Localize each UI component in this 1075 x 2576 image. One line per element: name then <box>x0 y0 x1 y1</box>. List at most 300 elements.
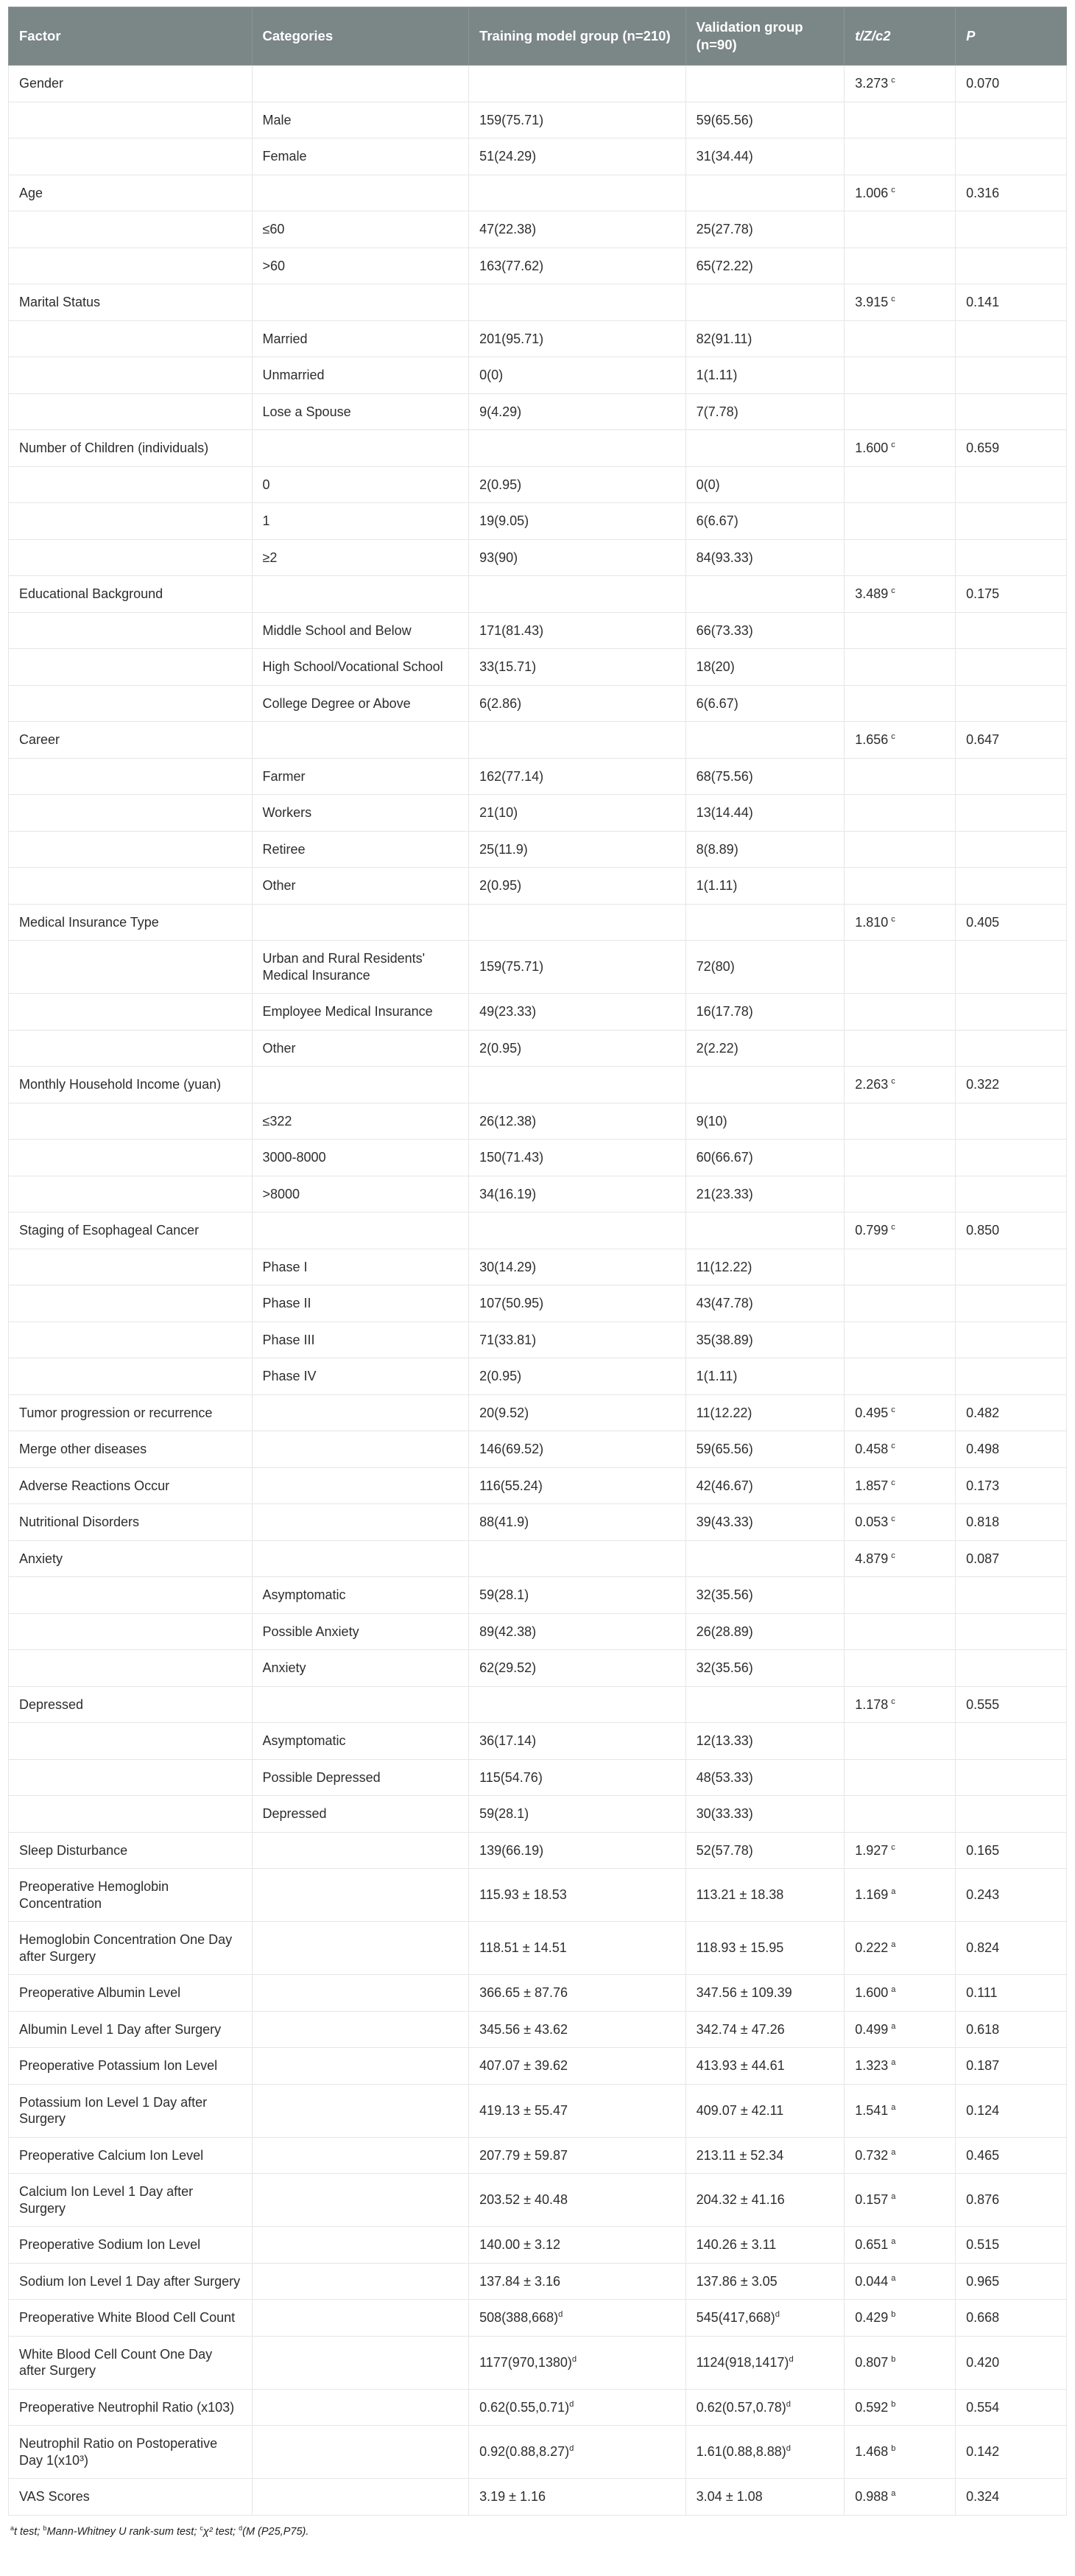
cell-stat <box>845 1249 956 1285</box>
cell-p <box>956 795 1067 832</box>
cell-p <box>956 1140 1067 1176</box>
footnote-marker: c <box>200 2524 203 2532</box>
cell-validation: 1(1.11) <box>685 868 845 905</box>
cell-validation: 140.26 ± 3.11 <box>685 2227 845 2264</box>
cell-validation: 60(66.67) <box>685 1140 845 1176</box>
cell-factor: Nutritional Disorders <box>9 1504 253 1541</box>
footnote-marker: d <box>569 2444 574 2454</box>
cell-category: 1 <box>252 503 469 540</box>
cell-category <box>252 1504 469 1541</box>
table-row <box>9 1613 1067 1650</box>
cell-validation <box>685 722 845 759</box>
cell-validation: 0(0) <box>685 466 845 503</box>
cell-stat: 0.222 $^a$ <box>845 1922 956 1975</box>
cell-category <box>252 2048 469 2085</box>
cell-category: Other <box>252 1030 469 1067</box>
cell-category: Asymptomatic <box>252 1723 469 1760</box>
cell-p <box>956 1759 1067 1796</box>
cell-stat <box>845 248 956 284</box>
footnote-marker: c <box>891 1442 895 1451</box>
cell-stat <box>845 1103 956 1140</box>
table-row <box>9 2048 1067 2085</box>
cell-factor <box>9 1285 253 1322</box>
cell-category <box>252 722 469 759</box>
table-row <box>9 612 1067 649</box>
cell-p: 0.111 <box>956 1975 1067 2012</box>
cell-validation: 118.93 ± 15.95 <box>685 1922 845 1975</box>
cell-category <box>252 1922 469 1975</box>
cell-factor: VAS Scores <box>9 2479 253 2516</box>
cell-category: ≤60 <box>252 211 469 248</box>
cell-p <box>956 466 1067 503</box>
footnote-marker: d <box>789 2354 794 2364</box>
footnote-marker: a <box>891 2021 896 2031</box>
cell-p: 0.141 <box>956 284 1067 321</box>
table-row <box>9 1140 1067 1176</box>
footnote-marker: d <box>786 2399 791 2409</box>
table-row <box>9 1249 1067 1285</box>
footnote-marker: a <box>891 2237 896 2247</box>
table-row <box>9 1322 1067 1358</box>
cell-p: 0.554 <box>956 2389 1067 2426</box>
cell-category <box>252 284 469 321</box>
footnote-marker: d <box>239 2524 243 2532</box>
cell-category <box>252 2011 469 2048</box>
cell-category: Married <box>252 320 469 357</box>
cell-factor: Albumin Level 1 Day after Surgery <box>9 2011 253 2048</box>
cell-stat <box>845 941 956 994</box>
cell-p <box>956 1358 1067 1395</box>
cell-training: 159(75.71) <box>469 941 686 994</box>
cell-factor <box>9 1796 253 1833</box>
cell-validation <box>685 66 845 102</box>
cell-validation: 16(17.78) <box>685 994 845 1031</box>
cell-factor: Merge other diseases <box>9 1431 253 1468</box>
table-row <box>9 138 1067 175</box>
cell-p <box>956 941 1067 994</box>
cell-p: 0.482 <box>956 1394 1067 1431</box>
cell-stat <box>845 831 956 868</box>
footnote-marker: a <box>891 1940 896 1950</box>
cell-category: Employee Medical Insurance <box>252 994 469 1031</box>
cell-training: 159(75.71) <box>469 102 686 138</box>
cell-training: 20(9.52) <box>469 1394 686 1431</box>
cell-factor: Age <box>9 175 253 211</box>
cell-validation <box>685 284 845 321</box>
cell-training: 162(77.14) <box>469 758 686 795</box>
cell-factor: Preoperative Calcium Ion Level <box>9 2137 253 2174</box>
cell-category <box>252 1212 469 1249</box>
cell-training: $0.92(0.88,8.27)^d$ <box>469 2426 686 2479</box>
cell-stat <box>845 393 956 430</box>
cell-factor <box>9 868 253 905</box>
cell-training: 93(90) <box>469 539 686 576</box>
cell-p: 0.322 <box>956 1067 1067 1103</box>
cell-training <box>469 1686 686 1723</box>
cell-stat: 4.879 $^c$ <box>845 1540 956 1577</box>
cell-p <box>956 211 1067 248</box>
cell-validation <box>685 576 845 613</box>
cell-p: 0.618 <box>956 2011 1067 2048</box>
footnote-marker: c <box>891 914 895 924</box>
cell-validation: 32(35.56) <box>685 1577 845 1614</box>
table-row <box>9 539 1067 576</box>
cell-category: 0 <box>252 466 469 503</box>
cell-validation: 39(43.33) <box>685 1504 845 1541</box>
table-row <box>9 2263 1067 2300</box>
table-row <box>9 175 1067 211</box>
cell-category: Unmarried <box>252 357 469 394</box>
cell-stat <box>845 1030 956 1067</box>
cell-factor: Marital Status <box>9 284 253 321</box>
cell-category: Male <box>252 102 469 138</box>
cell-factor <box>9 649 253 686</box>
baseline-characteristics-table <box>8 7 1067 2516</box>
table-row <box>9 1796 1067 1833</box>
cell-stat: 0.651 $^a$ <box>845 2227 956 2264</box>
cell-factor: Sodium Ion Level 1 Day after Surgery <box>9 2263 253 2300</box>
cell-stat <box>845 649 956 686</box>
footnote-marker: c <box>891 586 895 596</box>
cell-validation: 8(8.89) <box>685 831 845 868</box>
cell-stat: 0.499 $^a$ <box>845 2011 956 2048</box>
cell-factor: Educational Background <box>9 576 253 613</box>
cell-factor <box>9 795 253 832</box>
cell-stat <box>845 1358 956 1395</box>
cell-factor: Preoperative Potassium Ion Level <box>9 2048 253 2085</box>
footnote-marker: c <box>891 1551 895 1560</box>
cell-validation: 82(91.11) <box>685 320 845 357</box>
cell-validation: 52(57.78) <box>685 1832 845 1869</box>
cell-stat <box>845 994 956 1031</box>
cell-p <box>956 612 1067 649</box>
footnote-marker: c <box>891 185 895 194</box>
cell-p: 0.142 <box>956 2426 1067 2479</box>
cell-validation: 413.93 ± 44.61 <box>685 2048 845 2085</box>
cell-factor <box>9 1249 253 1285</box>
cell-category: Retiree <box>252 831 469 868</box>
table-row <box>9 1467 1067 1504</box>
cell-stat <box>845 211 956 248</box>
cell-p: 0.243 <box>956 1869 1067 1922</box>
cell-factor: Hemoglobin Concentration One Day after Surgery <box>9 1922 253 1975</box>
cell-training <box>469 1540 686 1577</box>
table-row <box>9 795 1067 832</box>
cell-stat: 0.458 $^c$ <box>845 1431 956 1468</box>
cell-stat <box>845 685 956 722</box>
cell-stat <box>845 1723 956 1760</box>
cell-stat: 1.178 $^c$ <box>845 1686 956 1723</box>
cell-stat: 0.807 $^b$ <box>845 2336 956 2389</box>
cell-factor <box>9 211 253 248</box>
table-row <box>9 211 1067 248</box>
cell-p: 0.965 <box>956 2263 1067 2300</box>
cell-validation <box>685 430 845 467</box>
cell-category <box>252 2227 469 2264</box>
footnote-marker: a <box>891 1887 896 1897</box>
cell-stat: 1.927 $^c$ <box>845 1832 956 1869</box>
cell-validation <box>685 1686 845 1723</box>
cell-training: 6(2.86) <box>469 685 686 722</box>
cell-category <box>252 576 469 613</box>
table-row <box>9 941 1067 994</box>
footnote-marker: c <box>891 1405 895 1414</box>
cell-stat <box>845 1285 956 1322</box>
cell-training: 2(0.95) <box>469 868 686 905</box>
cell-p <box>956 1030 1067 1067</box>
table-row <box>9 2011 1067 2048</box>
table-row <box>9 649 1067 686</box>
cell-p: 0.668 <box>956 2300 1067 2337</box>
cell-stat <box>845 758 956 795</box>
cell-training: 171(81.43) <box>469 612 686 649</box>
cell-training: 34(16.19) <box>469 1176 686 1212</box>
cell-validation: 21(23.33) <box>685 1176 845 1212</box>
cell-p <box>956 1723 1067 1760</box>
cell-category <box>252 1686 469 1723</box>
cell-stat: 0.988 $^a$ <box>845 2479 956 2516</box>
cell-factor <box>9 1030 253 1067</box>
cell-p: 0.173 <box>956 1467 1067 1504</box>
cell-category <box>252 904 469 941</box>
cell-p: 0.818 <box>956 1504 1067 1541</box>
cell-factor <box>9 1613 253 1650</box>
cell-training <box>469 284 686 321</box>
cell-training: 115.93 ± 18.53 <box>469 1869 686 1922</box>
cell-training: 88(41.9) <box>469 1504 686 1541</box>
cell-factor: Adverse Reactions Occur <box>9 1467 253 1504</box>
table-row <box>9 2137 1067 2174</box>
footnote-marker: d <box>569 2399 574 2409</box>
cell-training: 137.84 ± 3.16 <box>469 2263 686 2300</box>
cell-factor <box>9 248 253 284</box>
cell-stat: 1.810 $^c$ <box>845 904 956 941</box>
table-row <box>9 66 1067 102</box>
cell-training: 0(0) <box>469 357 686 394</box>
cell-validation: 12(13.33) <box>685 1723 845 1760</box>
cell-training: 345.56 ± 43.62 <box>469 2011 686 2048</box>
cell-factor <box>9 539 253 576</box>
footnote-marker: d <box>571 2354 577 2364</box>
cell-validation: 1(1.11) <box>685 1358 845 1395</box>
cell-validation <box>685 904 845 941</box>
cell-category: College Degree or Above <box>252 685 469 722</box>
cell-training: 150(71.43) <box>469 1140 686 1176</box>
cell-stat <box>845 357 956 394</box>
cell-validation: 1(1.11) <box>685 357 845 394</box>
cell-validation: 204.32 ± 41.16 <box>685 2174 845 2227</box>
cell-category <box>252 2336 469 2389</box>
cell-p <box>956 393 1067 430</box>
cell-factor: Monthly Household Income (yuan) <box>9 1067 253 1103</box>
footnote-marker: d <box>558 2310 563 2320</box>
table-row <box>9 466 1067 503</box>
cell-training <box>469 904 686 941</box>
cell-training: 26(12.38) <box>469 1103 686 1140</box>
cell-validation: 6(6.67) <box>685 503 845 540</box>
cell-category: ≥2 <box>252 539 469 576</box>
cell-factor <box>9 1176 253 1212</box>
cell-factor <box>9 102 253 138</box>
cell-stat: 0.429 $^b$ <box>845 2300 956 2337</box>
cell-p: 0.187 <box>956 2048 1067 2085</box>
cell-category: Middle School and Below <box>252 612 469 649</box>
cell-p <box>956 649 1067 686</box>
cell-factor <box>9 994 253 1031</box>
footnote-marker: a <box>10 2524 14 2532</box>
cell-validation: $1.61(0.88,8.88)^d$ <box>685 2426 845 2479</box>
cell-category <box>252 1067 469 1103</box>
cell-training: 407.07 ± 39.62 <box>469 2048 686 2085</box>
cell-category <box>252 1467 469 1504</box>
cell-validation: 72(80) <box>685 941 845 994</box>
cell-category <box>252 1540 469 1577</box>
table-row <box>9 868 1067 905</box>
table-row <box>9 685 1067 722</box>
cell-p: 0.420 <box>956 2336 1067 2389</box>
cell-validation: 32(35.56) <box>685 1650 845 1687</box>
cell-training: 207.79 ± 59.87 <box>469 2137 686 2174</box>
cell-p <box>956 1796 1067 1833</box>
cell-stat <box>845 102 956 138</box>
footnote-marker: c <box>891 1515 895 1524</box>
table-row <box>9 831 1067 868</box>
cell-p: 0.324 <box>956 2479 1067 2516</box>
cell-factor <box>9 758 253 795</box>
cell-validation: 11(12.22) <box>685 1249 845 1285</box>
cell-p: 0.316 <box>956 175 1067 211</box>
cell-category <box>252 2389 469 2426</box>
cell-factor: Staging of Esophageal Cancer <box>9 1212 253 1249</box>
cell-p <box>956 831 1067 868</box>
table-row <box>9 1686 1067 1723</box>
cell-category <box>252 2084 469 2137</box>
footnote: $^a$t test; $^b$Mann-Whitney U rank-sum test; $^c$χ² test; $^d$(M (P25,P75). <box>10 2524 309 2538</box>
cell-p: 0.405 <box>956 904 1067 941</box>
cell-stat: 0.495 $^c$ <box>845 1394 956 1431</box>
cell-p <box>956 1613 1067 1650</box>
cell-training: 49(23.33) <box>469 994 686 1031</box>
footnote-marker: b <box>891 2444 896 2454</box>
cell-factor: Tumor progression or recurrence <box>9 1394 253 1431</box>
cell-validation: 25(27.78) <box>685 211 845 248</box>
cell-stat: 0.799 $^c$ <box>845 1212 956 1249</box>
cell-category: High School/Vocational School <box>252 649 469 686</box>
cell-stat <box>845 1140 956 1176</box>
cell-validation: 31(34.44) <box>685 138 845 175</box>
cell-training: 3.19 ± 1.16 <box>469 2479 686 2516</box>
cell-category <box>252 1975 469 2012</box>
footnote-marker: d <box>786 2444 791 2454</box>
cell-stat: 3.273 $^c$ <box>845 66 956 102</box>
footnote-marker: b <box>891 2399 896 2409</box>
cell-stat: 1.323 $^a$ <box>845 2048 956 2085</box>
cell-factor <box>9 138 253 175</box>
cell-p <box>956 102 1067 138</box>
cell-category <box>252 66 469 102</box>
cell-validation: 6(6.67) <box>685 685 845 722</box>
cell-stat <box>845 1176 956 1212</box>
footnote-marker: b <box>891 2310 896 2320</box>
cell-training: 116(55.24) <box>469 1467 686 1504</box>
cell-validation: 18(20) <box>685 649 845 686</box>
cell-p <box>956 994 1067 1031</box>
cell-training: 30(14.29) <box>469 1249 686 1285</box>
cell-category: Anxiety <box>252 1650 469 1687</box>
cell-p: 0.165 <box>956 1832 1067 1869</box>
table-row <box>9 2174 1067 2227</box>
table-row <box>9 284 1067 321</box>
cell-category: Lose a Spouse <box>252 393 469 430</box>
cell-training: 36(17.14) <box>469 1723 686 1760</box>
cell-p <box>956 868 1067 905</box>
col-header-p-value: P <box>956 7 1067 66</box>
cell-factor <box>9 831 253 868</box>
cell-factor <box>9 1577 253 1614</box>
footnote-marker: c <box>891 1842 895 1852</box>
table-row <box>9 722 1067 759</box>
cell-stat: 0.592 $^b$ <box>845 2389 956 2426</box>
cell-factor <box>9 357 253 394</box>
cell-training: 51(24.29) <box>469 138 686 175</box>
table-row <box>9 1030 1067 1067</box>
cell-category <box>252 2479 469 2516</box>
cell-p: 0.850 <box>956 1212 1067 1249</box>
cell-validation: 3.04 ± 1.08 <box>685 2479 845 2516</box>
cell-p <box>956 1103 1067 1140</box>
cell-factor: Preoperative Hemoglobin Concentration <box>9 1869 253 1922</box>
cell-training: 62(29.52) <box>469 1650 686 1687</box>
footnote-marker: b <box>43 2524 47 2532</box>
cell-training: 19(9.05) <box>469 503 686 540</box>
cell-validation: 11(12.22) <box>685 1394 845 1431</box>
table-row <box>9 1431 1067 1468</box>
cell-validation: 59(65.56) <box>685 102 845 138</box>
cell-category: Possible Depressed <box>252 1759 469 1796</box>
cell-category: Phase IV <box>252 1358 469 1395</box>
cell-validation: 7(7.78) <box>685 393 845 430</box>
cell-p <box>956 1285 1067 1322</box>
cell-factor <box>9 1759 253 1796</box>
cell-validation: 342.74 ± 47.26 <box>685 2011 845 2048</box>
cell-stat: 1.541 $^a$ <box>845 2084 956 2137</box>
cell-training: 21(10) <box>469 795 686 832</box>
cell-training <box>469 66 686 102</box>
cell-training <box>469 175 686 211</box>
cell-category: Urban and Rural Residents' Medical Insurance <box>252 941 469 994</box>
cell-factor: Neutrophil Ratio on Postoperative Day 1(x10³) <box>9 2426 253 2479</box>
table-row <box>9 1759 1067 1796</box>
table-row <box>9 1922 1067 1975</box>
cell-category: >60 <box>252 248 469 284</box>
table-row <box>9 2084 1067 2137</box>
cell-factor <box>9 1322 253 1358</box>
cell-stat: 0.157 $^a$ <box>845 2174 956 2227</box>
cell-stat: 1.656 $^c$ <box>845 722 956 759</box>
table-row <box>9 1358 1067 1395</box>
cell-training: 2(0.95) <box>469 1358 686 1395</box>
table-row <box>9 1869 1067 1922</box>
table-row <box>9 1832 1067 1869</box>
footnote-marker: a <box>891 2147 896 2157</box>
table-row <box>9 2300 1067 2337</box>
table-row <box>9 430 1067 467</box>
table-row <box>9 2426 1067 2479</box>
footnote-marker: c <box>891 295 895 304</box>
cell-category: 3000-8000 <box>252 1140 469 1176</box>
cell-training: $0.62(0.55,0.71)^d$ <box>469 2389 686 2426</box>
cell-validation: 9(10) <box>685 1103 845 1140</box>
